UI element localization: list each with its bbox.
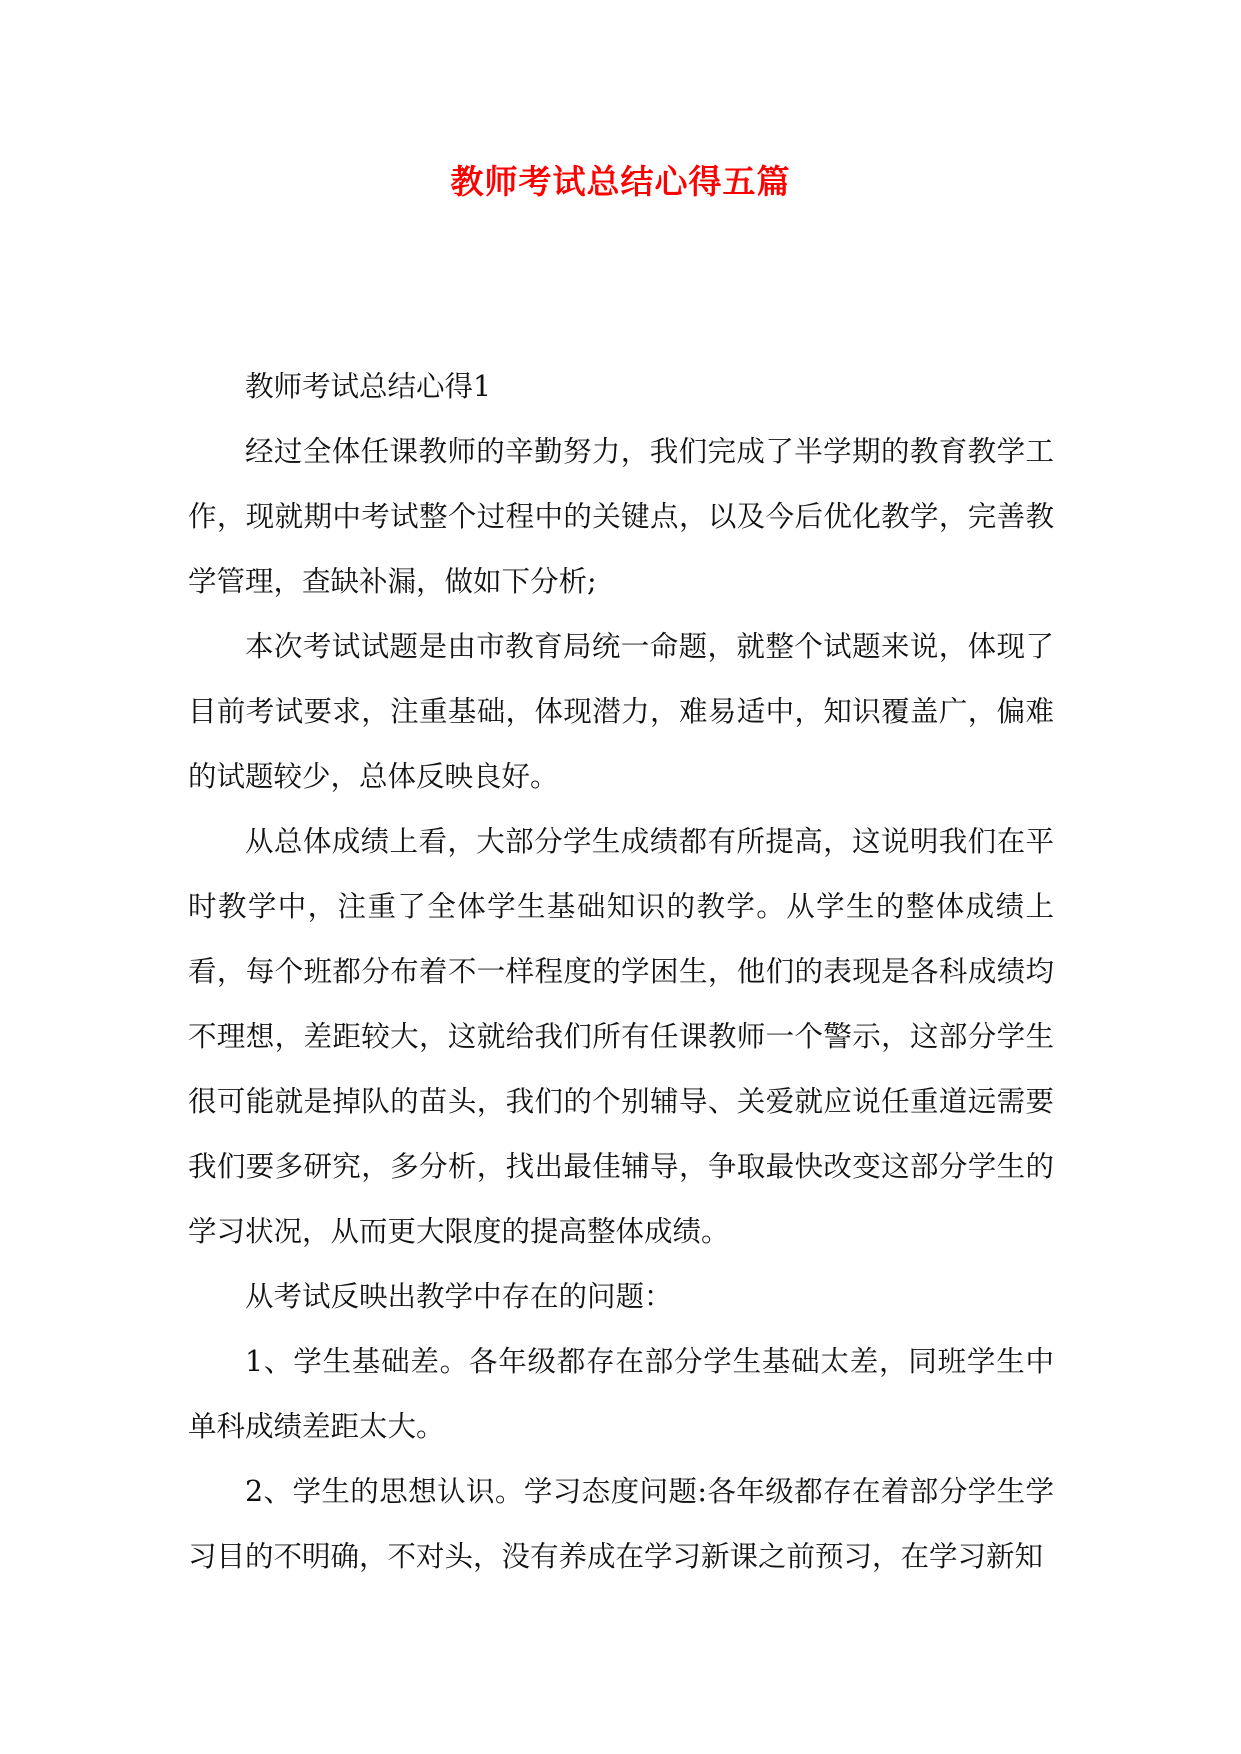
paragraph: 2、学生的思想认识。学习态度问题:各年级都存在着部分学生学习目的不明确，不对头，没有养成在学习新课之前预习，在学习新知 (188, 1475, 1054, 1573)
paragraph: 经过全体任课教师的辛勤努力，我们完成了半学期的教育教学工作，现就期中考试整个过程中的关键点，以及今后优化教学，完善教学管理，查缺补漏，做如下分析; (188, 435, 1054, 598)
paragraph: 本次考试试题是由市教育局统一命题，就整个试题来说，体现了目前考试要求，注重基础，体现潜力，难易适中，知识覆盖广，偏难的试题较少，总体反映良好。 (188, 630, 1054, 793)
document-body (188, 354, 1054, 1589)
paragraph: 从考试反映出教学中存在的问题： (245, 1280, 673, 1313)
section-heading: 教师考试总结心得1 (245, 370, 492, 403)
paragraph: 从总体成绩上看，大部分学生成绩都有所提高，这说明我们在平时教学中，注重了全体学生基础知识的教学。从学生的整体成绩上看，每个班都分布着不一样程度的学困生，他们的表现是各科成绩均不理想，差距较大，这就给我们所有任课教师一个警示，这部分学生很可能就是掉队的苗头，我们的个别辅导、关爱就应说任重道远需要我们要多研究，多分析，找出最佳辅导，争取最快改变这部分学生的学习状况，从而更大限度的提高整体成绩。 (188, 825, 1054, 1248)
document-title: 教师考试总结心得五篇 (450, 162, 791, 201)
paragraph: 1、学生基础差。各年级都存在部分学生基础太差，同班学生中单科成绩差距太大。 (188, 1345, 1054, 1443)
